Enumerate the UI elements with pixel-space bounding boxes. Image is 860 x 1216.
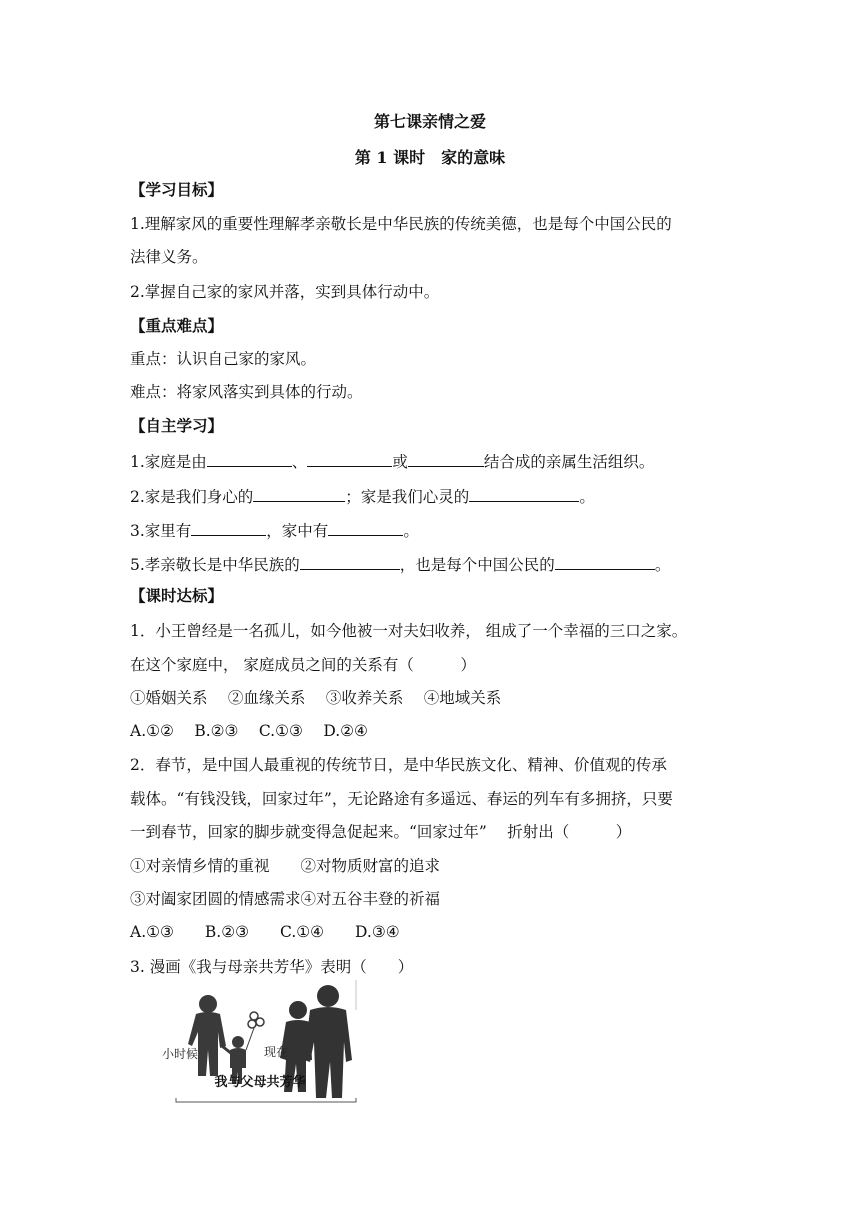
q1-blank-3[interactable] bbox=[408, 450, 484, 467]
cartoon-label-present: 现在 bbox=[264, 1045, 289, 1059]
q2-text-a: 2.家是我们身心的 bbox=[130, 488, 254, 506]
focus-point: 重点：认识自己家的家风。 bbox=[130, 350, 317, 368]
cartoon-label-childhood: 小时候 bbox=[162, 1047, 199, 1061]
q3-text-a: 3.家里有 bbox=[130, 522, 192, 540]
self-study-q2 bbox=[130, 485, 595, 507]
self-study-q3 bbox=[130, 519, 419, 541]
q2-text-c: 。 bbox=[579, 488, 595, 506]
practice-q1-line-1: 1．小王曾经是一名孤儿，如今他被一对夫妇收养， 组成了一个幸福的三口之家。 bbox=[130, 622, 688, 640]
q2-blank-2[interactable] bbox=[469, 485, 579, 502]
cartoon-image bbox=[160, 980, 360, 1105]
q1-text-b: 、 bbox=[291, 453, 308, 471]
self-study-q5 bbox=[130, 553, 670, 575]
goal-2: 2.掌握自己家的家风并落，实到具体行动中。 bbox=[130, 283, 440, 301]
difficulty-point: 难点：将家风落实到具体的行动。 bbox=[130, 383, 363, 401]
lesson-title: 第七课亲情之爱 bbox=[373, 112, 486, 131]
q1-text-a: 1.家庭是由 bbox=[130, 453, 207, 471]
q3-blank-2[interactable] bbox=[328, 519, 403, 536]
cartoon-frame-bottom bbox=[176, 1098, 356, 1102]
practice-q2-choices: A.①③ B.②③ C.①④ D.③④ bbox=[130, 923, 400, 941]
q2-blank-1[interactable] bbox=[253, 485, 345, 502]
q5-text-b: ，也是每个中国公民的 bbox=[399, 556, 555, 574]
q5-text-a: 5.孝亲敬长是中华民族的 bbox=[130, 556, 300, 574]
q1-blank-1[interactable] bbox=[207, 450, 292, 467]
practice-q2-options-1: ①对亲情乡情的重视 ②对物质财富的追求 bbox=[130, 857, 441, 875]
lesson-subtitle: 第 1 课时 家的意味 bbox=[354, 148, 506, 167]
q5-text-c: 。 bbox=[654, 556, 671, 574]
practice-q2-line-2: 载体。“有钱没钱，回家过年”，无论路途有多遥远、春运的列车有多拥挤，只要 bbox=[130, 790, 673, 808]
practice-q1-options: ①婚姻关系 ②血缘关系 ③收养关系 ④地域关系 bbox=[130, 689, 502, 707]
q1-text-c: 或 bbox=[392, 453, 408, 471]
practice-q2-line-3: 一到春节，回家的脚步就变得急促起来。“回家过年” 折射出（ ） bbox=[130, 823, 632, 841]
q1-blank-2[interactable] bbox=[307, 450, 392, 467]
key-points-heading: 【重点难点】 bbox=[130, 317, 224, 335]
self-study-q1 bbox=[130, 450, 654, 472]
goal-1-line-2: 法律义务。 bbox=[130, 248, 208, 266]
q3-text-c: 。 bbox=[403, 522, 419, 540]
practice-q1-choices: A.①② B.②③ C.①③ D.②④ bbox=[130, 722, 368, 740]
childhood-silhouette bbox=[188, 995, 264, 1084]
practice-heading: 【课时达标】 bbox=[130, 587, 224, 605]
q2-text-b: ；家是我们心灵的 bbox=[345, 488, 470, 506]
practice-q2-line-1: 2．春节，是中国人最重视的传统节日，是中华民族文化、精神、价值观的传承 bbox=[130, 756, 667, 774]
q5-blank-1[interactable] bbox=[300, 553, 400, 570]
self-study-heading: 【自主学习】 bbox=[130, 417, 224, 435]
cartoon-caption: 我与父母共芳华 bbox=[214, 1075, 306, 1090]
q1-text-d: 结合成的亲属生活组织。 bbox=[483, 453, 655, 471]
practice-q3-line-1: 3. 漫画《我与母亲共芳华》表明（ ） bbox=[130, 958, 414, 976]
q3-text-b: ，家中有 bbox=[266, 522, 329, 540]
q3-blank-1[interactable] bbox=[191, 519, 266, 536]
goals-heading: 【学习目标】 bbox=[130, 181, 224, 199]
practice-q2-options-2: ③对阖家团圆的情感需求④对五谷丰登的祈福 bbox=[130, 890, 441, 908]
q5-blank-2[interactable] bbox=[555, 553, 655, 570]
goal-1-line-1: 1.理解家风的重要性理解孝亲敬长是中华民族的传统美德，也是每个中国公民的 bbox=[130, 215, 672, 233]
practice-q1-line-2: 在这个家庭中， 家庭成员之间的关系有（ ） bbox=[130, 656, 476, 674]
